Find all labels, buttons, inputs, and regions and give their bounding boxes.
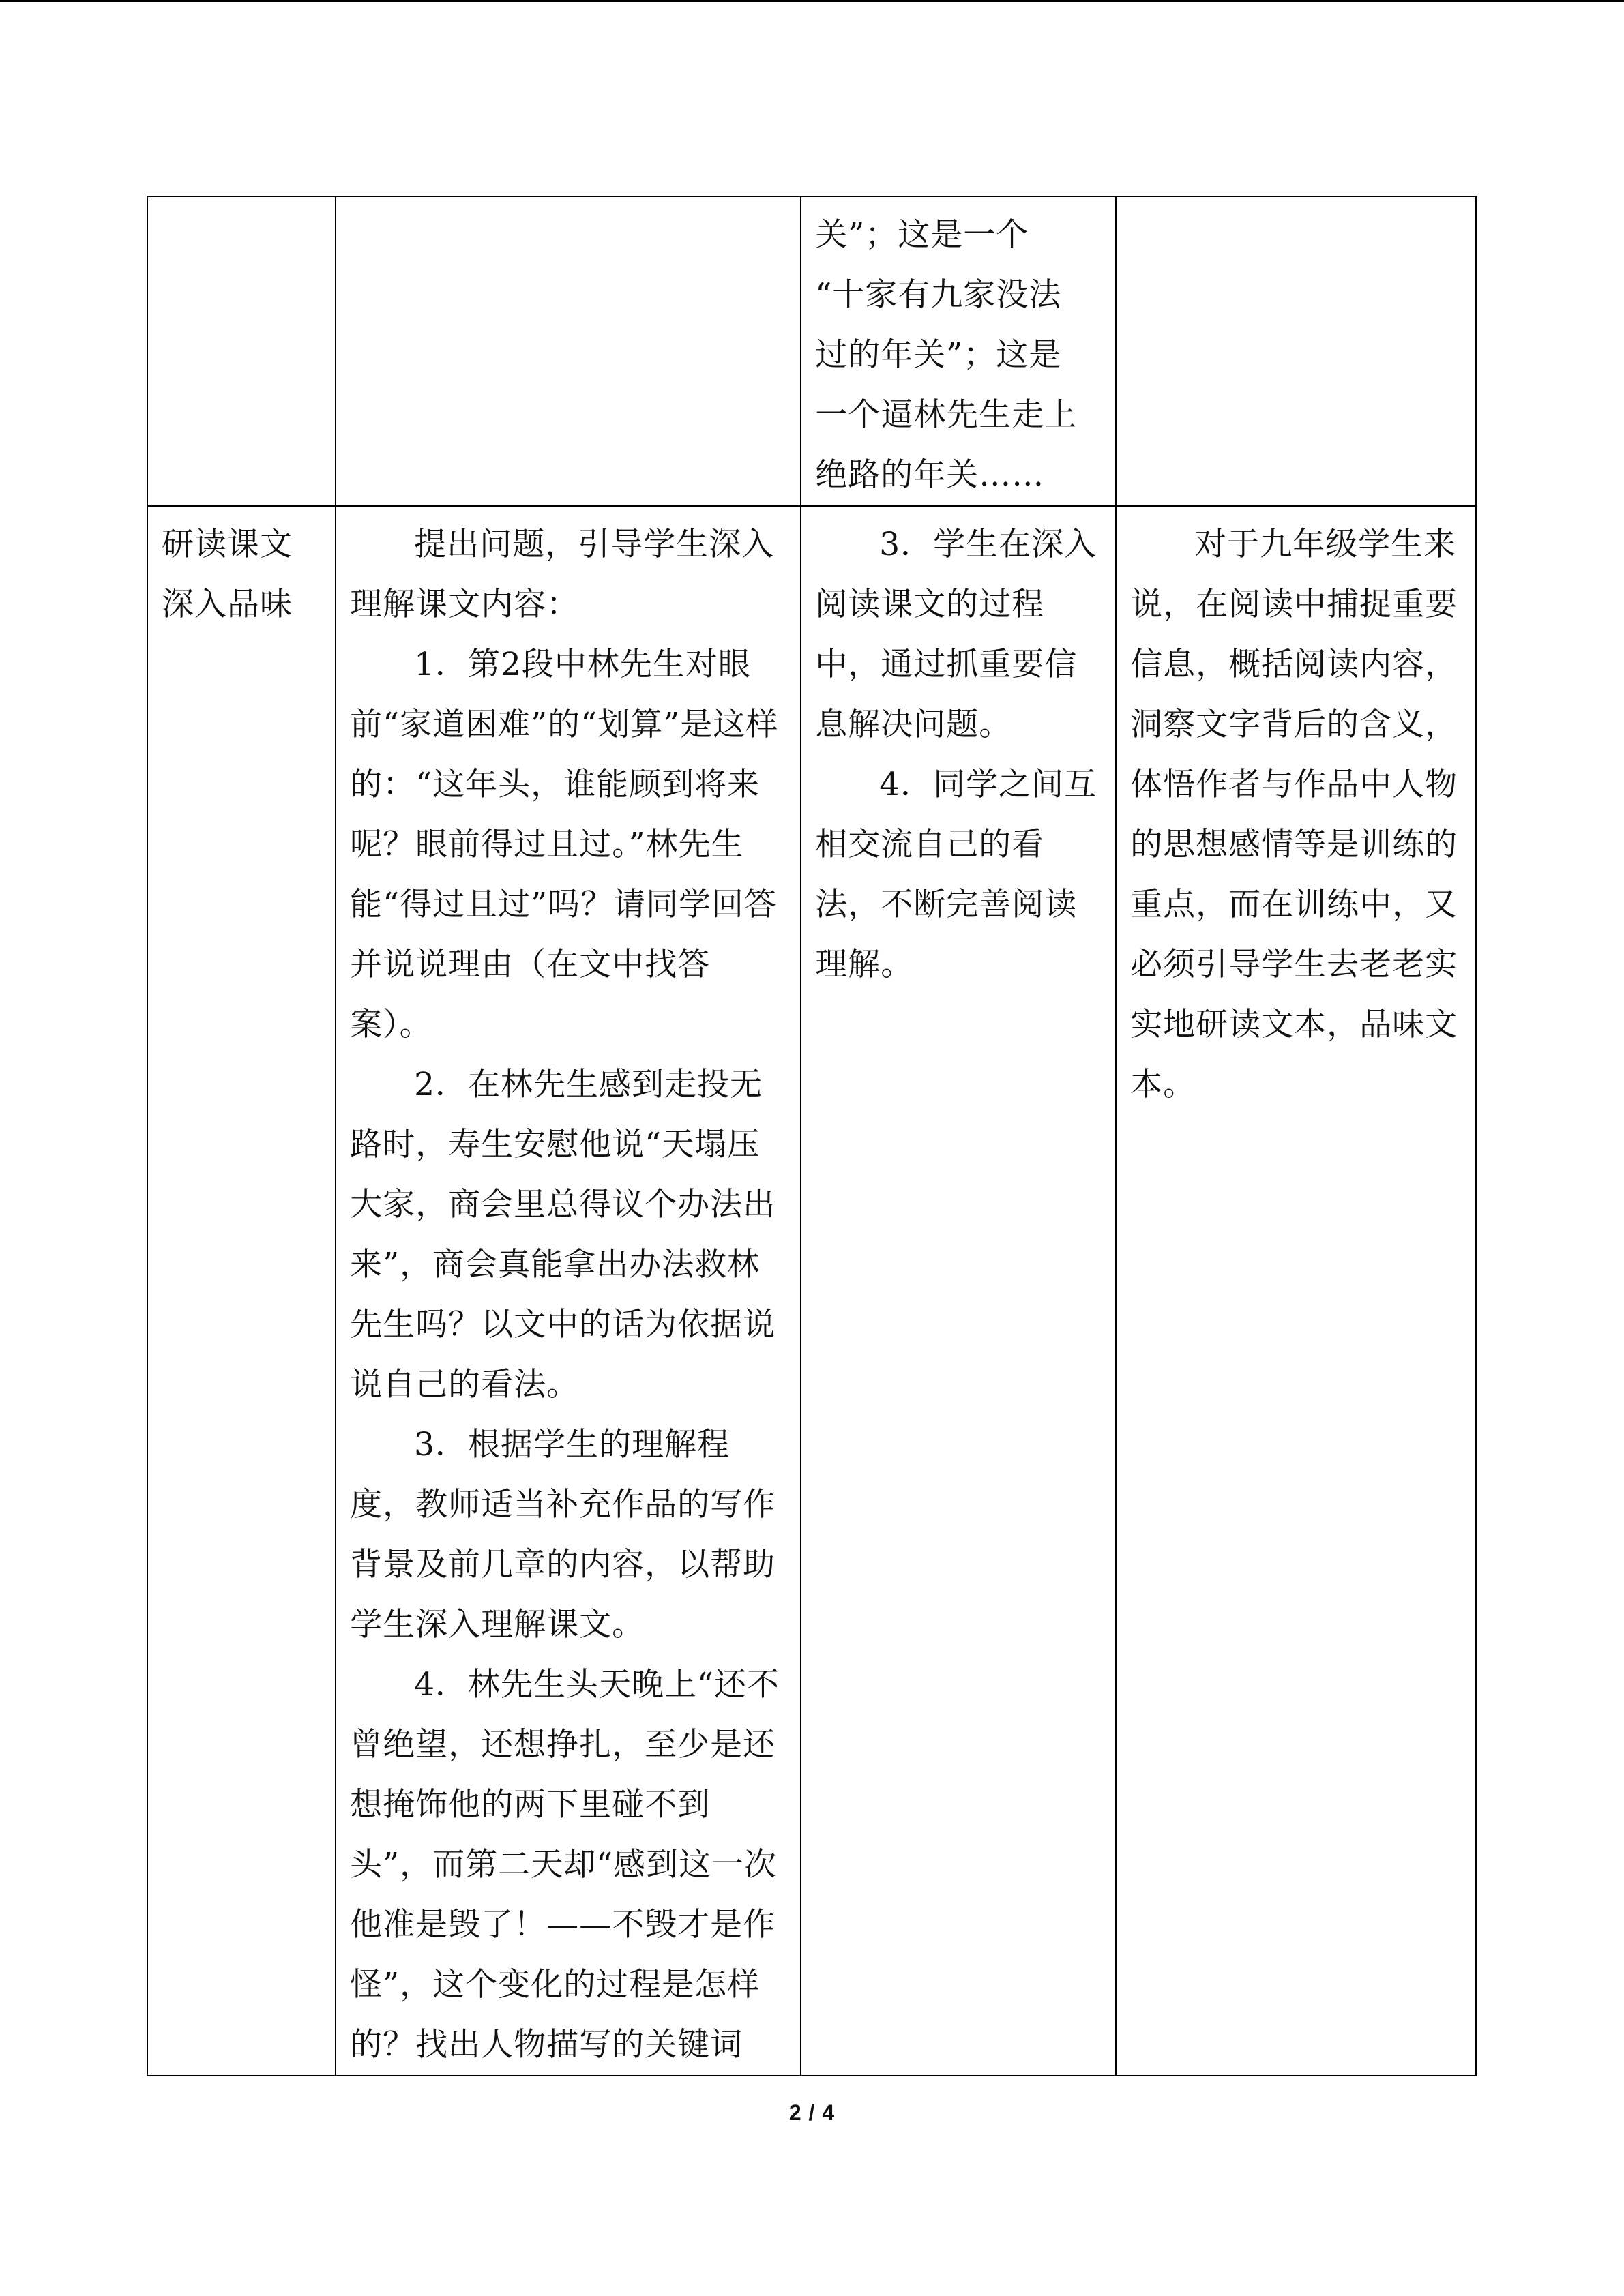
teacher-question-3: 3．根据学生的理解程度，教师适当补充作品的写作背景及前几章的内容，以帮助学生深入理解课文。	[350, 1426, 776, 1643]
text-line: 一个逼林先生走上	[815, 396, 1078, 434]
teacher-question-4: 4．林先生头天晚上“还不曾绝望，还想挣扎，至少是还想掩饰他的两下里碰不到头”，而第二天却“感到这一次他准是毁了！——不毁才是作怪”，这个变化的过程是怎样的？找出人物描写的关键词	[350, 1666, 780, 2063]
table-row-study-text	[147, 506, 1476, 2076]
text-line: “十家有九家没法	[815, 276, 1062, 314]
cell-design-intent-empty	[1116, 196, 1476, 506]
text-line: 关”；这是一个	[815, 216, 1029, 254]
cell-stage-empty	[147, 196, 336, 506]
text-line: 过的年关”；这是	[815, 336, 1062, 374]
stage-label-line: 研读课文	[162, 526, 293, 563]
stage-label-line: 深入品味	[162, 586, 293, 623]
design-intent-paragraph: 对于九年级学生来说，在阅读中捕捉重要信息，概括阅读内容，洞察文字背后的含义，体悟作者与作品中人物的思想感情等是训练的重点，而在训练中，又必须引导学生去老老实实地研读文本，品味文本。	[1130, 526, 1458, 1103]
student-paragraph: 4．同学之间互相交流自己的看法，不断完善阅读理解。	[815, 766, 1097, 983]
table-row-continued	[147, 196, 1476, 506]
student-paragraph: 3．学生在深入阅读课文的过程中，通过抓重要信息解决问题。	[815, 526, 1097, 743]
top-border-line	[0, 0, 1624, 2]
teacher-paragraph: 提出问题，引导学生深入理解课文内容：	[350, 526, 775, 623]
cell-student-activity	[801, 506, 1116, 2076]
teacher-question-1: 1．第2段中林先生对眼前“家道困难”的“划算”是这样的：“这年头，谁能顾到将来呢？眼前得过且过。”林先生能“得过且过”吗？请同学回答并说说理由（在文中找答案）。	[350, 646, 779, 1043]
page-number: 2 / 4	[788, 2100, 836, 2125]
cell-teacher-activity	[336, 506, 801, 2076]
lesson-plan-table	[147, 196, 1477, 2076]
cell-student-activity-continued	[801, 196, 1116, 506]
cell-design-intent	[1116, 506, 1476, 2076]
teacher-question-2: 2．在林先生感到走投无路时，寿生安慰他说“天塌压大家，商会里总得议个办法出来”，商会真能拿出办法救林先生吗？以文中的话为依据说说自己的看法。	[350, 1066, 776, 1403]
text-line: 绝路的年关……	[815, 456, 1045, 494]
cell-teacher-activity-empty	[336, 196, 801, 506]
cell-stage-label	[147, 506, 336, 2076]
